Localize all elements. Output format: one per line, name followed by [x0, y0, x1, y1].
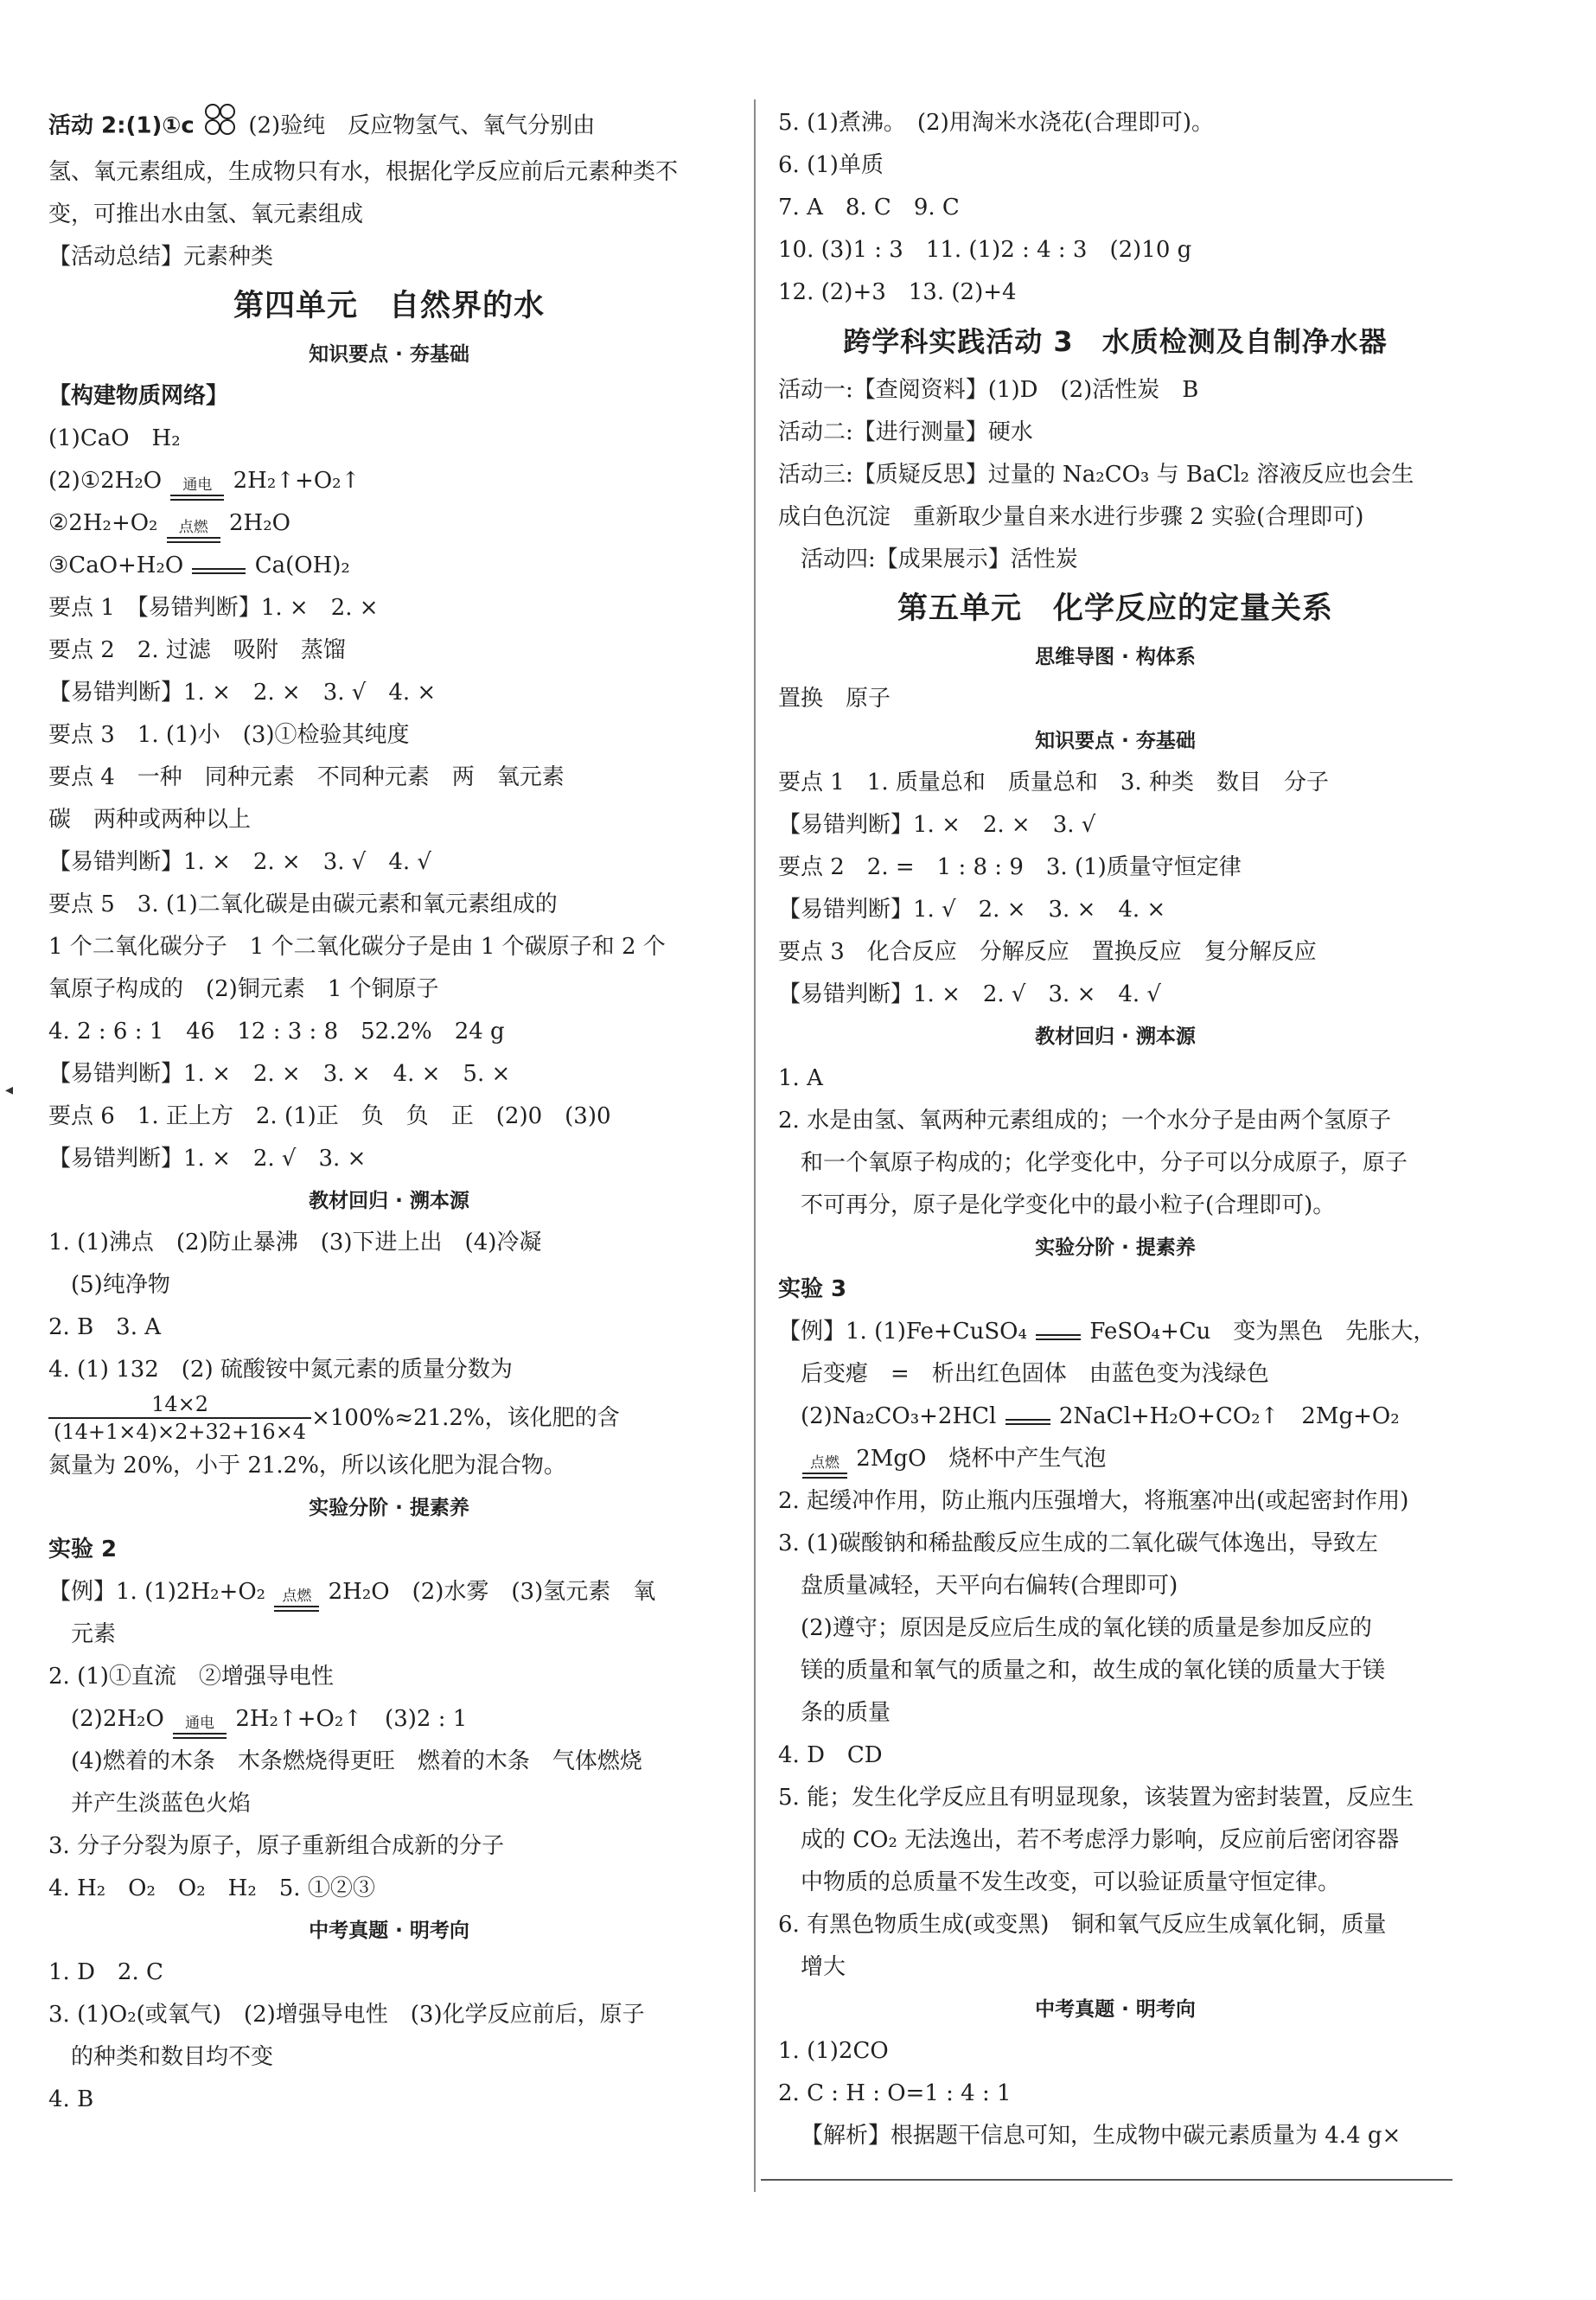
- reaction-equals: [1005, 1417, 1050, 1425]
- equation-example: [48, 1571, 730, 1613]
- text-line: 要点 3 1. (1)小 (3)①检验其纯度: [48, 722, 410, 748]
- equation-right: FeSO₄+Cu 变为黑色 先胀大，: [1089, 1319, 1436, 1345]
- activity2-text-2: (2)验纯 反应物氢气、氧气分别由: [248, 112, 596, 139]
- experiment-3-heading: 实验 3: [778, 1276, 847, 1302]
- equation-magnesium: [778, 1438, 1452, 1480]
- text-line: 1. A: [778, 1065, 823, 1091]
- text-line: 10. (3)1 : 3 11. (1)2 : 4 : 3 (2)10 g: [778, 237, 1192, 263]
- fraction-denominator: (14+1×4)×2+32+16×4: [48, 1417, 311, 1445]
- text-line: 元素: [71, 1621, 117, 1647]
- text-line: 要点 5 3. (1)二氧化碳是由碳元素和氧元素组成的: [48, 891, 558, 917]
- text-line: 盘质量减轻，天平向右偏转(合理即可): [801, 1573, 1178, 1599]
- text-line: 增大: [801, 1954, 846, 1980]
- text-line: 活动三:【质疑反思】过量的 Na₂CO₃ 与 BaCl₂ 溶液反应也会生: [778, 462, 1414, 488]
- activity2-text: 活动 2:(1)①c: [48, 112, 195, 139]
- text-line: 6. 有黑色物质生成(或变黑) 铜和氧气反应生成氧化铜，质量: [778, 1912, 1387, 1938]
- section-experiment: 实验分阶 · 提素养: [309, 1497, 469, 1519]
- equation-electrolysis-2: [48, 1698, 730, 1741]
- text-line: 活动一:【查阅资料】(1)D (2)活性炭 B: [778, 377, 1199, 403]
- reaction-condition: 点燃: [167, 521, 220, 543]
- text-line: 要点 2 2. 过滤 吸附 蒸馏: [48, 637, 346, 663]
- text-line: 不可再分，原子是化学变化中的最小粒子(合理即可)。: [801, 1192, 1336, 1218]
- text-line: 【易错判断】1. × 2. × 3. √ 4. √: [48, 849, 431, 875]
- equation-left: 【例】1. (1)2H₂+O₂: [48, 1579, 266, 1605]
- section-knowledge: 知识要点 · 夯基础: [1035, 730, 1196, 752]
- text-line: 4. B: [48, 2086, 94, 2112]
- equation-electrolysis: [48, 460, 730, 502]
- text-line: 的种类和数目均不变: [71, 2044, 274, 2070]
- text-line: 4. 2 : 6 : 1 46 12 : 3 : 8 52.2% 24 g: [48, 1019, 505, 1045]
- text-line: 并产生淡蓝色火焰: [71, 1791, 252, 1817]
- text-line: 氧原子构成的 (2)铜元素 1 个铜原子: [48, 976, 439, 1002]
- equation-combustion: [48, 502, 730, 545]
- equation-left: 【例】1. (1)Fe+CuSO₄: [778, 1319, 1027, 1345]
- text-line: 要点 3 化合反应 分解反应 置换反应 复分解反应: [778, 939, 1317, 965]
- text-line: 中物质的总质量不发生改变，可以验证质量守恒定律。: [801, 1869, 1341, 1895]
- text-line: 要点 6 1. 正上方 2. (1)正 负 负 正 (2)0 (3)0: [48, 1103, 611, 1129]
- text-line: 【易错判断】1. √ 2. × 3. × 4. ×: [778, 897, 1166, 923]
- text-line: 【易错判断】1. × 2. √ 3. ×: [48, 1146, 367, 1172]
- equation-left: (2)①2H₂O: [48, 468, 163, 494]
- equation-lime: [48, 545, 730, 587]
- equation-carbonate: [778, 1396, 1452, 1438]
- text-line: 活动四:【成果展示】活性炭: [801, 546, 1078, 572]
- analysis-line: 【解析】根据题干信息可知，生成物中碳元素质量为 4.4 g×: [801, 2123, 1401, 2149]
- equation-left: (2)2H₂O: [71, 1706, 164, 1732]
- margin-mark: ◂: [5, 1081, 14, 1099]
- text-line: 成的 CO₂ 无法逸出，若不考虑浮力影响，反应前后密闭容器: [801, 1827, 1400, 1853]
- equation-right: 2NaCl+H₂O+CO₂↑ 2Mg+O₂: [1058, 1403, 1400, 1429]
- section-exam: 中考真题 · 明考向: [309, 1920, 469, 1942]
- section-mindmap: 思维导图 · 构体系: [1035, 646, 1196, 668]
- text-line: 要点 1 1. 质量总和 质量总和 3. 种类 数目 分子: [778, 770, 1329, 795]
- column-divider: [754, 99, 756, 2192]
- section-textbook: 教材回归 · 溯本源: [309, 1190, 469, 1212]
- equation-right: 2H₂O: [229, 510, 290, 536]
- fraction-line: [48, 1391, 730, 1445]
- text-line: 【易错判断】1. × 2. × 3. √: [778, 812, 1096, 838]
- equation-right: 2H₂↑+O₂↑: [233, 468, 361, 494]
- reaction-equals: [1036, 1332, 1081, 1340]
- reaction-condition: 点燃: [802, 1456, 847, 1479]
- text-line: (4)燃着的木条 木条燃烧得更旺 燃着的木条 气体燃烧: [71, 1748, 642, 1774]
- activity2-line: [48, 102, 730, 151]
- text-line: 4. H₂ O₂ O₂ H₂ 5. ①②③: [48, 1875, 375, 1901]
- text-line: 2. B 3. A: [48, 1314, 162, 1340]
- text-line: 要点 2 2. = 1 : 8 : 9 3. (1)质量守恒定律: [778, 854, 1242, 880]
- reaction-condition: 通电: [170, 478, 224, 501]
- text-line: 1. (1)2CO: [778, 2038, 889, 2064]
- activity-summary: 【活动总结】元素种类: [48, 244, 274, 270]
- text-line: 【易错判断】1. × 2. × 3. √ 4. ×: [48, 680, 437, 706]
- reaction-condition: 点燃: [274, 1589, 319, 1612]
- section-experiment: 实验分阶 · 提素养: [1035, 1236, 1196, 1259]
- equation-right: Ca(OH)₂: [254, 553, 350, 578]
- text-line: 5. (1)煮沸。 (2)用淘米水浇花(合理即可)。: [778, 110, 1215, 136]
- text-line: 4. (1) 132 (2) 硫酸铵中氮元素的质量分数为: [48, 1357, 513, 1383]
- section-knowledge: 知识要点 · 夯基础: [309, 343, 469, 366]
- left-column: [48, 102, 730, 2121]
- text-line: 【易错判断】1. × 2. √ 3. × 4. √: [778, 981, 1161, 1007]
- text-line: 12. (2)+3 13. (2)+4: [778, 279, 1017, 305]
- equation-iron-copper: [778, 1311, 1452, 1353]
- nitrogen-fraction: [48, 1393, 311, 1444]
- equation-right: 2H₂↑+O₂↑ (3)2 : 1: [235, 1706, 468, 1732]
- text-line: (5)纯净物: [71, 1272, 170, 1298]
- experiment-2-heading: 实验 2: [48, 1537, 118, 1562]
- text-line: 2. 水是由氢、氧两种元素组成的；一个水分子是由两个氢原子: [778, 1108, 1392, 1134]
- reaction-condition: 通电: [173, 1716, 227, 1739]
- reaction-equals: [192, 566, 246, 574]
- text-line: 和一个氧原子构成的；化学变化中，分子可以分成原子，原子: [801, 1150, 1408, 1176]
- text-line: 1. (1)沸点 (2)防止暴沸 (3)下进上出 (4)冷凝: [48, 1230, 542, 1255]
- text-line: 要点 4 一种 同种元素 不同种元素 两 氧元素: [48, 764, 565, 790]
- text-line: 6. (1)单质: [778, 152, 884, 178]
- text-line: 2. C : H : O=1 : 4 : 1: [778, 2080, 1012, 2106]
- text-line: 成白色沉淀 重新取少量自来水进行步骤 2 实验(合理即可): [778, 504, 1364, 530]
- text-line: 3. (1)O₂(或氧气) (2)增强导电性 (3)化学反应前后，原子: [48, 2002, 645, 2028]
- text-line: 2. (1)①直流 ②增强导电性: [48, 1664, 334, 1690]
- text-line: 碳 两种或两种以上: [48, 807, 252, 833]
- equation-left: ②2H₂+O₂: [48, 510, 158, 536]
- text-line: 1 个二氧化碳分子 1 个二氧化碳分子是由 1 个碳原子和 2 个: [48, 934, 666, 960]
- text-line: 【易错判断】1. × 2. × 3. × 4. × 5. ×: [48, 1061, 511, 1087]
- text-line: 3. 分子分裂为原子，原子重新组合成新的分子: [48, 1833, 505, 1859]
- text-line: 1. D 2. C: [48, 1959, 163, 1985]
- build-network-heading: 【构建物质网络】: [48, 383, 229, 409]
- text-line: 镁的质量和氧气的质量之和，故生成的氧化镁的质量大于镁: [801, 1658, 1386, 1683]
- text-line: (1)CaO H₂: [48, 425, 181, 451]
- equation-left: (2)Na₂CO₃+2HCl: [801, 1403, 997, 1429]
- unit4-title: 第四单元 自然界的水: [233, 289, 545, 323]
- text-line: 5. 能；发生化学反应且有明显现象，该装置为密封装置，反应生: [778, 1785, 1414, 1811]
- text-line: 氮量为 20%，小于 21.2%，所以该化肥为混合物。: [48, 1453, 566, 1479]
- text-line: 后变瘪 = 析出红色固体 由蓝色变为浅绿色: [801, 1361, 1269, 1387]
- text-line: 4. D CD: [778, 1742, 883, 1768]
- text-line: 7. A 8. C 9. C: [778, 195, 960, 220]
- text-line: 置换 原子: [778, 686, 891, 712]
- unit5-title: 第五单元 化学反应的定量关系: [897, 591, 1333, 626]
- right-column: [778, 102, 1452, 2157]
- practice-activity-title: 跨学科实践活动 3 水质检测及自制净水器: [843, 325, 1388, 358]
- text-line: 变，可推出水由氢、氧元素组成: [48, 201, 364, 227]
- text-line: 活动二:【进行测量】硬水: [778, 419, 1033, 445]
- footer-rule: [761, 2179, 1452, 2181]
- text-line: 氢、氧元素组成，生成物只有水，根据化学反应前后元素种类不: [48, 159, 679, 185]
- text-line: 条的质量: [801, 1700, 891, 1726]
- text-line: 3. (1)碳酸钠和稀盐酸反应生成的二氧化碳气体逸出，导致左: [778, 1530, 1378, 1556]
- water-molecule-icon: [201, 102, 241, 151]
- text-line: 要点 1 【易错判断】1. × 2. ×: [48, 595, 379, 621]
- fraction-numerator: 14×2: [151, 1392, 208, 1417]
- equation-right: 2MgO 烧杯中产生气泡: [856, 1446, 1107, 1472]
- text-line: (2)遵守；原因是反应后生成的氧化镁的质量是参加反应的: [801, 1615, 1372, 1641]
- fraction-tail: ×100%≈21.2%，该化肥的含: [311, 1405, 620, 1431]
- section-exam: 中考真题 · 明考向: [1035, 1998, 1196, 2021]
- equation-right: 2H₂O (2)水雾 (3)氢元素 氧: [328, 1579, 656, 1605]
- equation-left: ③CaO+H₂O: [48, 553, 184, 578]
- text-line: 2. 起缓冲作用，防止瓶内压强增大，将瓶塞冲出(或起密封作用): [778, 1488, 1409, 1514]
- section-textbook: 教材回归 · 溯本源: [1035, 1025, 1196, 1048]
